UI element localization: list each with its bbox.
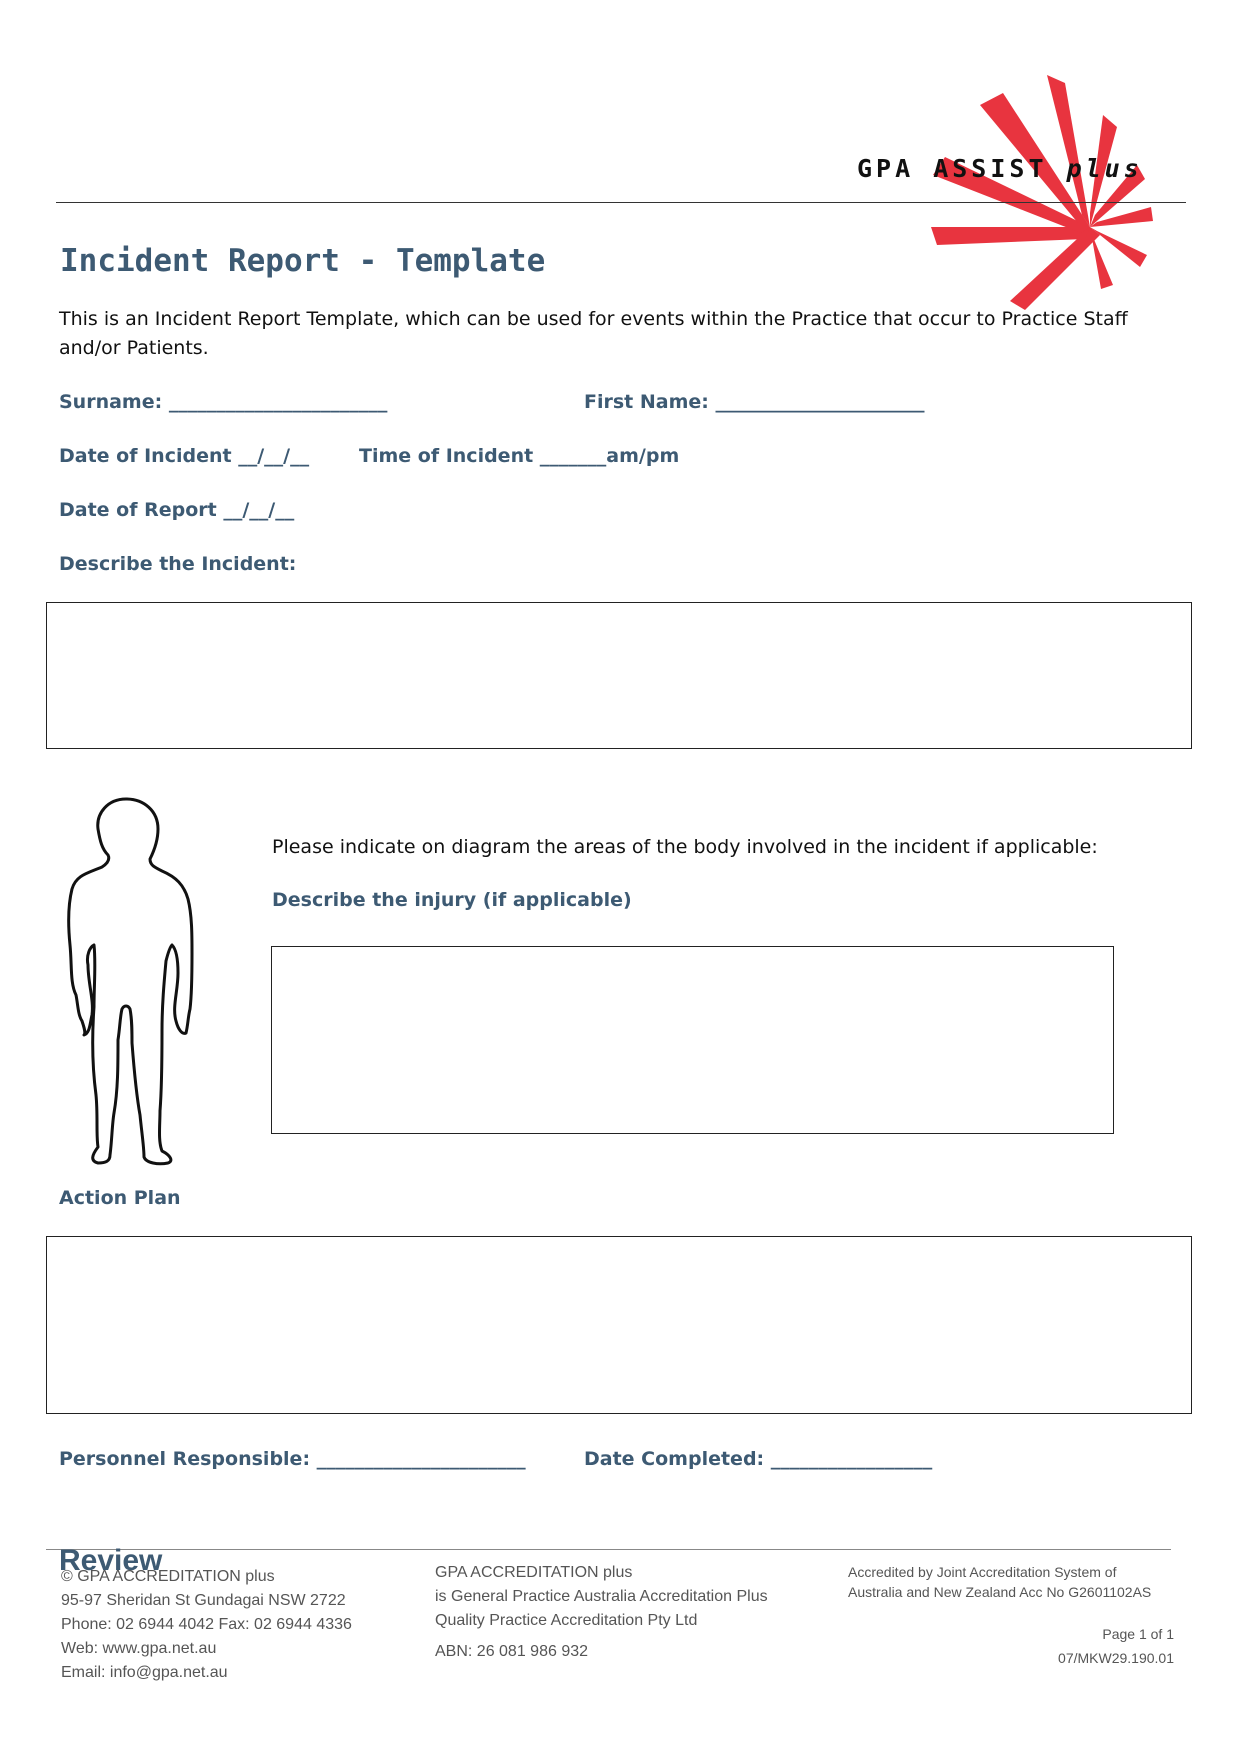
injury-label: Describe the injury (if applicable) [272,889,632,911]
footer-org-desc: is General Practice Australia Accreditation Plus [435,1588,768,1605]
date-of-incident-field[interactable]: Date of Incident __/__/__ [59,445,310,467]
footer-abn: ABN: 26 081 986 932 [435,1643,589,1660]
page-title: Incident Report - Template [60,243,546,279]
incident-description-box[interactable] [46,602,1192,749]
personnel-responsible-field[interactable]: Personnel Responsible: ______________________ [59,1448,526,1470]
footer-page-number: Page 1 of 1 [1102,1626,1174,1642]
logo-text-plus: plus [1066,154,1143,183]
human-body-outline-icon [62,795,202,1170]
action-plan-box[interactable] [46,1236,1192,1414]
logo-text-main: GPA ASSIST [857,154,1067,183]
surname-field[interactable]: Surname: _______________________ [59,391,388,413]
injury-description-box[interactable] [271,946,1114,1134]
body-diagram-instruction: Please indicate on diagram the areas of the body involved in the incident if applicable: [272,836,1098,858]
footer-copyright: © GPA ACCREDITATION plus [61,1568,275,1585]
describe-incident-label: Describe the Incident: [59,553,297,575]
review-heading: Review [59,1544,163,1577]
time-of-incident-field[interactable]: Time of Incident _______am/pm [359,445,680,467]
footer-org-company: Quality Practice Accreditation Pty Ltd [435,1612,698,1629]
logo-text [857,154,1143,183]
footer-accreditation-line-2: Australia and New Zealand Acc No G2601102AS [848,1584,1152,1600]
gpa-logo-swirl-icon [925,75,1165,310]
footer-accreditation-block [848,1562,1151,1602]
footer-accreditation-line-1: Accredited by Joint Accreditation System of [848,1564,1117,1580]
date-of-report-field[interactable]: Date of Report __/__/__ [59,499,295,521]
footer-web[interactable]: Web: www.gpa.net.au [61,1640,217,1657]
footer-organisation-block [435,1561,768,1633]
footer-org-name: GPA ACCREDITATION plus [435,1564,633,1581]
footer-street: 95-97 Sheridan St Gundagai NSW 2722 [61,1592,346,1609]
header-divider [56,202,1186,203]
footer-phone: Phone: 02 6944 4042 Fax: 02 6944 4336 [61,1616,352,1633]
footer-address-block [61,1565,352,1685]
footer-doc-code: 07/MKW29.190.01 [1058,1650,1174,1666]
intro-text: This is an Incident Report Template, which can be used for events within the Practice that occur to Practice Staff and/or Patients. [59,308,1128,359]
footer-email[interactable]: Email: info@gpa.net.au [61,1664,228,1681]
footer-divider [46,1549,1171,1550]
first-name-field[interactable]: First Name: ______________________ [584,391,925,413]
date-completed-field[interactable]: Date Completed: _________________ [584,1448,933,1470]
action-plan-label: Action Plan [59,1187,181,1209]
